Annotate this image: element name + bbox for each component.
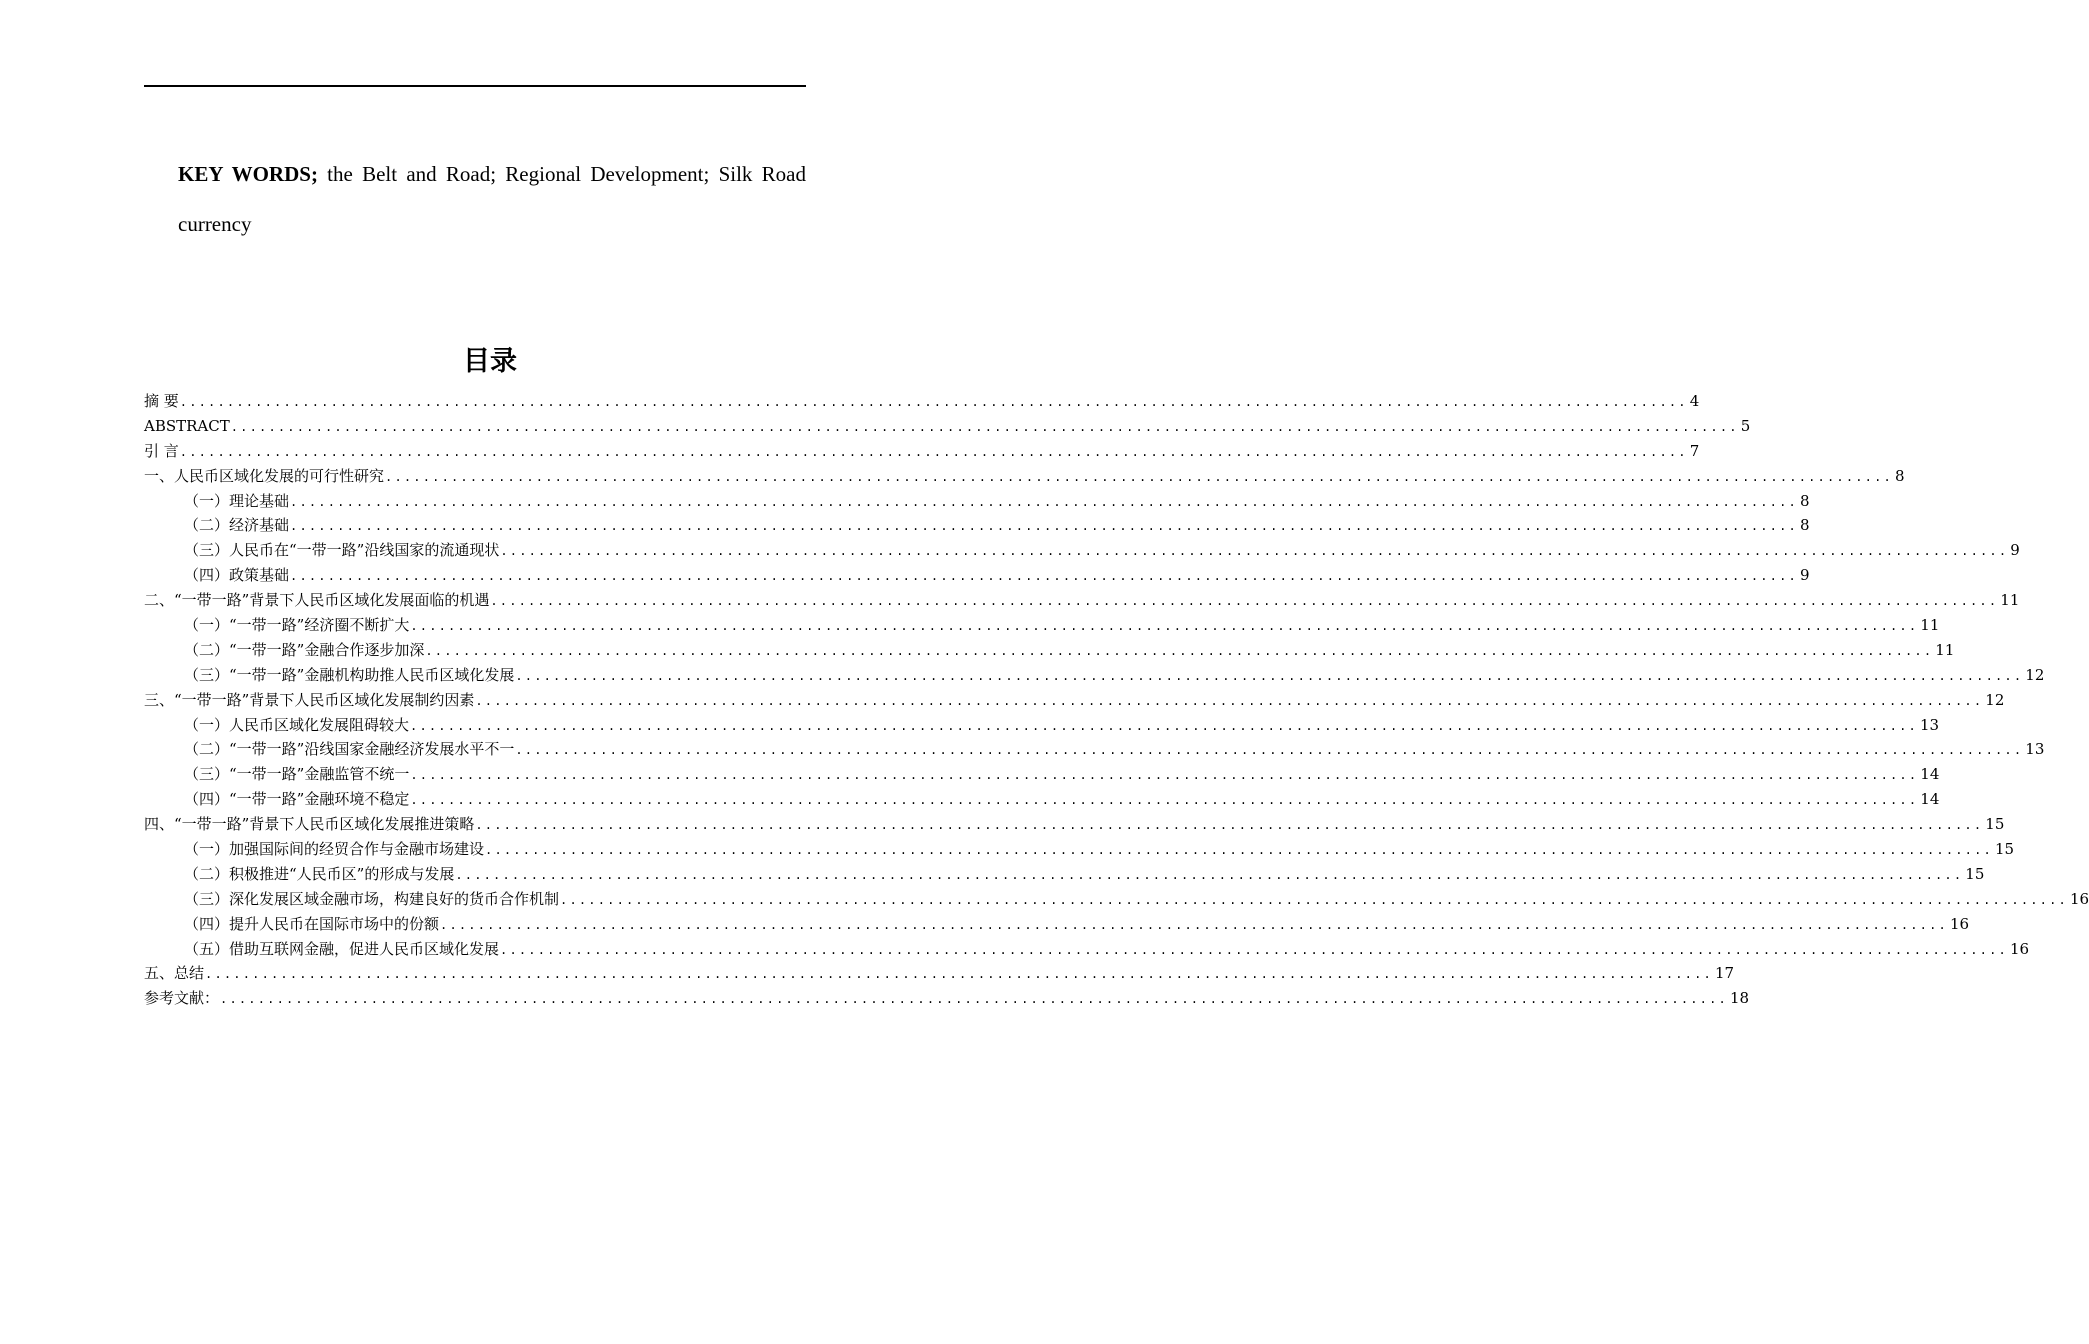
toc-entry-page: 15: [1985, 815, 2005, 834]
toc-entry[interactable]: [144, 862, 1985, 887]
toc-entry-page: 8: [1799, 491, 1810, 510]
toc-dot-leader: ................................................................................................................................................................: [485, 843, 1993, 858]
toc-entry-title: （三）“一带一路”金融机构助推人民币区域化发展: [184, 665, 515, 684]
toc-entry[interactable]: [144, 837, 2015, 862]
toc-entry-title: 引 言: [144, 441, 179, 460]
keywords-text: the Belt and Road; Regional Development; Silk Road currency: [178, 162, 807, 236]
toc-entry-page: 16: [1949, 914, 1970, 933]
toc-entry-title: （二）积极推进“人民币区”的形成与发展: [184, 864, 455, 883]
toc-entry[interactable]: [144, 464, 1905, 489]
toc-entry-page: 9: [1799, 566, 1810, 585]
toc-entry[interactable]: [144, 887, 2089, 912]
toc-entry-title: （五）借助互联网金融，促进人民币区域化发展: [184, 939, 500, 958]
toc-entry-title: （四）政策基础: [184, 566, 290, 585]
toc-dot-leader: ................................................................................................................................................................: [410, 718, 1918, 733]
toc-entry-title: （三）“一带一路”金融监管不统一: [184, 765, 410, 784]
toc-dot-leader: ................................................................................................................................................................: [385, 469, 1893, 484]
toc-entry-page: 14: [1920, 765, 1940, 784]
toc-entry[interactable]: [144, 489, 1810, 514]
toc-entry-title: 参考文献：: [144, 989, 220, 1008]
toc-dot-leader: ................................................................................................................................................................: [490, 594, 1999, 609]
toc-entry-page: 15: [1965, 864, 1985, 883]
toc-dot-leader: ................................................................................................................................................................: [515, 668, 2024, 683]
toc-dot-leader: ................................................................................................................................................................: [500, 942, 2008, 957]
toc-entry[interactable]: [144, 986, 1750, 1011]
toc-entry[interactable]: [144, 912, 1970, 937]
toc-entry[interactable]: [144, 588, 2020, 613]
toc-entry-page: 11: [2000, 591, 2020, 610]
keywords-paragraph: [178, 149, 806, 249]
toc-entry-title: 摘 要: [144, 392, 179, 410]
toc-entry[interactable]: [144, 762, 1940, 787]
toc-dot-leader: ................................................................................................................................................................: [410, 619, 1919, 634]
toc-entry-page: 15: [1994, 840, 2015, 859]
toc-dot-leader: ................................................................................................................................................................: [425, 643, 1934, 658]
toc-entry-page: 16: [2069, 889, 2089, 908]
toc-dot-leader: ................................................................................................................................................................: [179, 444, 1688, 459]
toc-entry-page: 8: [1894, 466, 1905, 485]
toc-entry[interactable]: [144, 638, 1955, 663]
toc-dot-leader: ................................................................................................................................................................: [455, 867, 1964, 882]
toc-entry-title: ABSTRACT: [144, 416, 230, 435]
toc-entry-title: （二）经济基础: [184, 516, 290, 535]
keywords-label: KEY WORDS;: [178, 162, 318, 186]
toc-entry[interactable]: [144, 538, 2020, 563]
toc-entry-title: 五、总结: [144, 964, 205, 983]
toc-entry[interactable]: [144, 937, 2030, 962]
toc-entry[interactable]: [144, 713, 1940, 738]
toc-entry-title: （二）“一带一路”沿线国家金融经济发展水平不一: [184, 740, 515, 759]
toc-entry-page: 16: [2009, 939, 2030, 958]
toc-entry[interactable]: [144, 812, 2005, 837]
toc-entry-page: 17: [1714, 964, 1735, 983]
toc-dot-leader: ................................................................................................................................................................: [220, 992, 1728, 1007]
toc-entry-page: 11: [1920, 616, 1940, 635]
toc-entry-page: 18: [1729, 989, 1750, 1008]
toc-entry[interactable]: [144, 439, 1700, 464]
toc-dot-leader: ................................................................................................................................................................: [515, 743, 2024, 758]
toc-entry[interactable]: [144, 613, 1940, 638]
toc-entry-title: （三）人民币在“一带一路”沿线国家的流通现状: [184, 541, 500, 560]
table-of-contents: [144, 389, 2089, 1011]
toc-dot-leader: ................................................................................................................................................................: [475, 818, 1984, 833]
toc-entry-title: 三、“一带一路”背景下人民币区域化发展制约因素: [144, 690, 475, 709]
toc-entry-page: 5: [1740, 416, 1751, 435]
toc-entry-title: 一、人民币区域化发展的可行性研究: [144, 466, 385, 485]
toc-entry-title: 四、“一带一路”背景下人民币区域化发展推进策略: [144, 815, 475, 834]
toc-entry[interactable]: [144, 389, 1700, 414]
toc-dot-leader: ................................................................................................................................................................: [205, 967, 1713, 982]
toc-dot-leader: ................................................................................................................................................................: [290, 569, 1798, 584]
toc-entry-title: （一）人民币区域化发展阻碍较大: [184, 715, 410, 734]
toc-entry[interactable]: [144, 737, 2045, 762]
toc-entry-title: （四）提升人民币在国际市场中的份额: [184, 914, 440, 933]
toc-dot-leader: ................................................................................................................................................................: [230, 419, 1739, 434]
toc-dot-leader: ................................................................................................................................................................: [410, 768, 1919, 783]
toc-entry-page: 7: [1689, 441, 1700, 460]
toc-entry[interactable]: [144, 688, 2005, 713]
toc-dot-leader: ................................................................................................................................................................: [290, 519, 1798, 534]
toc-dot-leader: ................................................................................................................................................................: [560, 892, 2068, 907]
toc-entry-page: 13: [2025, 740, 2045, 759]
toc-dot-leader: ................................................................................................................................................................: [500, 544, 2009, 559]
toc-entry[interactable]: [144, 414, 1751, 439]
toc-entry-title: （一）加强国际间的经贸合作与金融市场建设: [184, 840, 485, 859]
toc-entry-title: （二）“一带一路”金融合作逐步加深: [184, 640, 425, 659]
toc-entry-title: （三）深化发展区域金融市场，构建良好的货币合作机制: [184, 889, 560, 908]
toc-entry-page: 13: [1919, 715, 1940, 734]
toc-entry-page: 14: [1920, 790, 1940, 809]
toc-dot-leader: ................................................................................................................................................................: [475, 693, 1984, 708]
toc-entry-page: 4: [1689, 392, 1700, 410]
toc-entry-title: （一）“一带一路”经济圈不断扩大: [184, 616, 410, 635]
toc-entry[interactable]: [144, 961, 1735, 986]
toc-entry[interactable]: [144, 563, 1810, 588]
toc-entry-title: （四）“一带一路”金融环境不稳定: [184, 790, 410, 809]
toc-entry-page: 8: [1799, 516, 1810, 535]
toc-dot-leader: ................................................................................................................................................................: [410, 793, 1919, 808]
toc-entry-title: 二、“一带一路”背景下人民币区域化发展面临的机遇: [144, 591, 490, 610]
toc-dot-leader: ................................................................................................................................................................: [440, 917, 1948, 932]
toc-entry[interactable]: [144, 787, 1940, 812]
toc-entry[interactable]: [144, 663, 2045, 688]
toc-entry-page: 9: [2010, 541, 2020, 560]
toc-dot-leader: ................................................................................................................................................................: [290, 494, 1798, 509]
toc-entry[interactable]: [144, 513, 1810, 538]
toc-entry-page: 11: [1935, 640, 1955, 659]
toc-title: 目录: [463, 346, 517, 377]
toc-dot-leader: ................................................................................................................................................................: [179, 395, 1688, 409]
toc-entry-page: 12: [1985, 690, 2005, 709]
toc-entry-page: 12: [2025, 665, 2045, 684]
header-rule: [144, 85, 806, 87]
toc-entry-title: （一）理论基础: [184, 491, 290, 510]
